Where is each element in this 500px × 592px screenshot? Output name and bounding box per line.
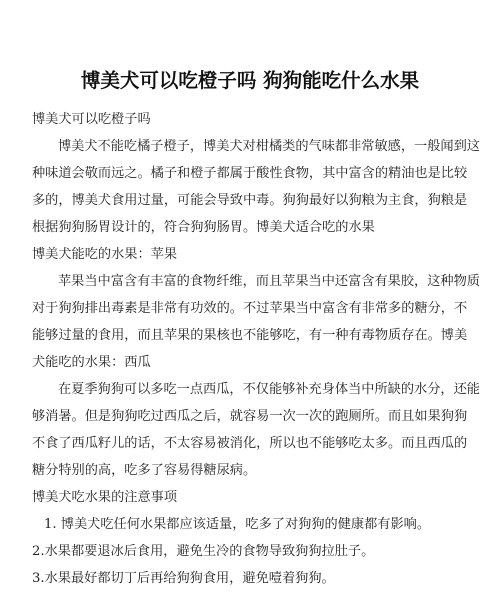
paragraph-line: 在夏季狗狗可以多吃一点西瓜，不仅能够补充身体当中所缺的水分，还能 (58, 382, 480, 397)
subheading-can-eat-orange: 博美犬可以吃橙子吗 (32, 112, 151, 127)
paragraph-line: 对于狗狗排出毒素是非常有功效的。不过苹果当中富含有非常多的糖分，不 (32, 301, 468, 316)
article-title: 博美犬可以吃橙子吗 狗狗能吃什么水果 (80, 69, 420, 92)
paragraph-line: 种味道会敬而远之。橘子和橙子都属于酸性食物，其中富含的精油也是比较 (32, 166, 468, 181)
paragraph-line: 苹果当中富含有丰富的食物纤维，而且苹果当中还富含有果胶，这种物质 (58, 274, 480, 289)
subheading-notes: 博美犬吃水果的注意事项 (32, 490, 178, 505)
paragraph-line: 博美犬不能吃橘子橙子，博美犬对柑橘类的气味都非常敏感，一般闻到这 (58, 139, 480, 154)
list-item: 2.水果都要退冰后食用，避免生冷的食物导致狗狗拉肚子。 (32, 544, 375, 559)
subheading-watermelon: 犬能吃的水果：西瓜 (32, 355, 151, 370)
subheading-apple: 博美犬能吃的水果：苹果 (32, 247, 178, 262)
list-item: 3.水果最好都切丁后再给狗狗食用，避免噎着狗狗。 (32, 571, 335, 586)
paragraph-line: 糖分特别的高，吃多了容易得糖尿病。 (32, 463, 257, 478)
paragraph-line: 多的，博美犬食用过量，可能会导致中毒。狗狗最好以狗粮为主食，狗粮是 (32, 193, 468, 208)
paragraph-line: 能够过量的食用，而且苹果的果核也不能够吃，有一种有毒物质存在。博美 (32, 328, 468, 343)
list-item: 1. 博美犬吃任何水果都应该适量，吃多了对狗狗的健康都有影响。 (44, 517, 431, 532)
paragraph-line: 根据狗狗肠胃设计的，符合狗狗肠胃。博美犬适合吃的水果 (32, 220, 375, 235)
paragraph-line: 够消暑。但是狗狗吃过西瓜之后，就容易一次一次的跑厕所。而且如果狗狗 (32, 409, 468, 424)
paragraph-line: 不食了西瓜籽儿的话，不太容易被消化，所以也不能够吃太多。而且西瓜的 (32, 436, 468, 451)
